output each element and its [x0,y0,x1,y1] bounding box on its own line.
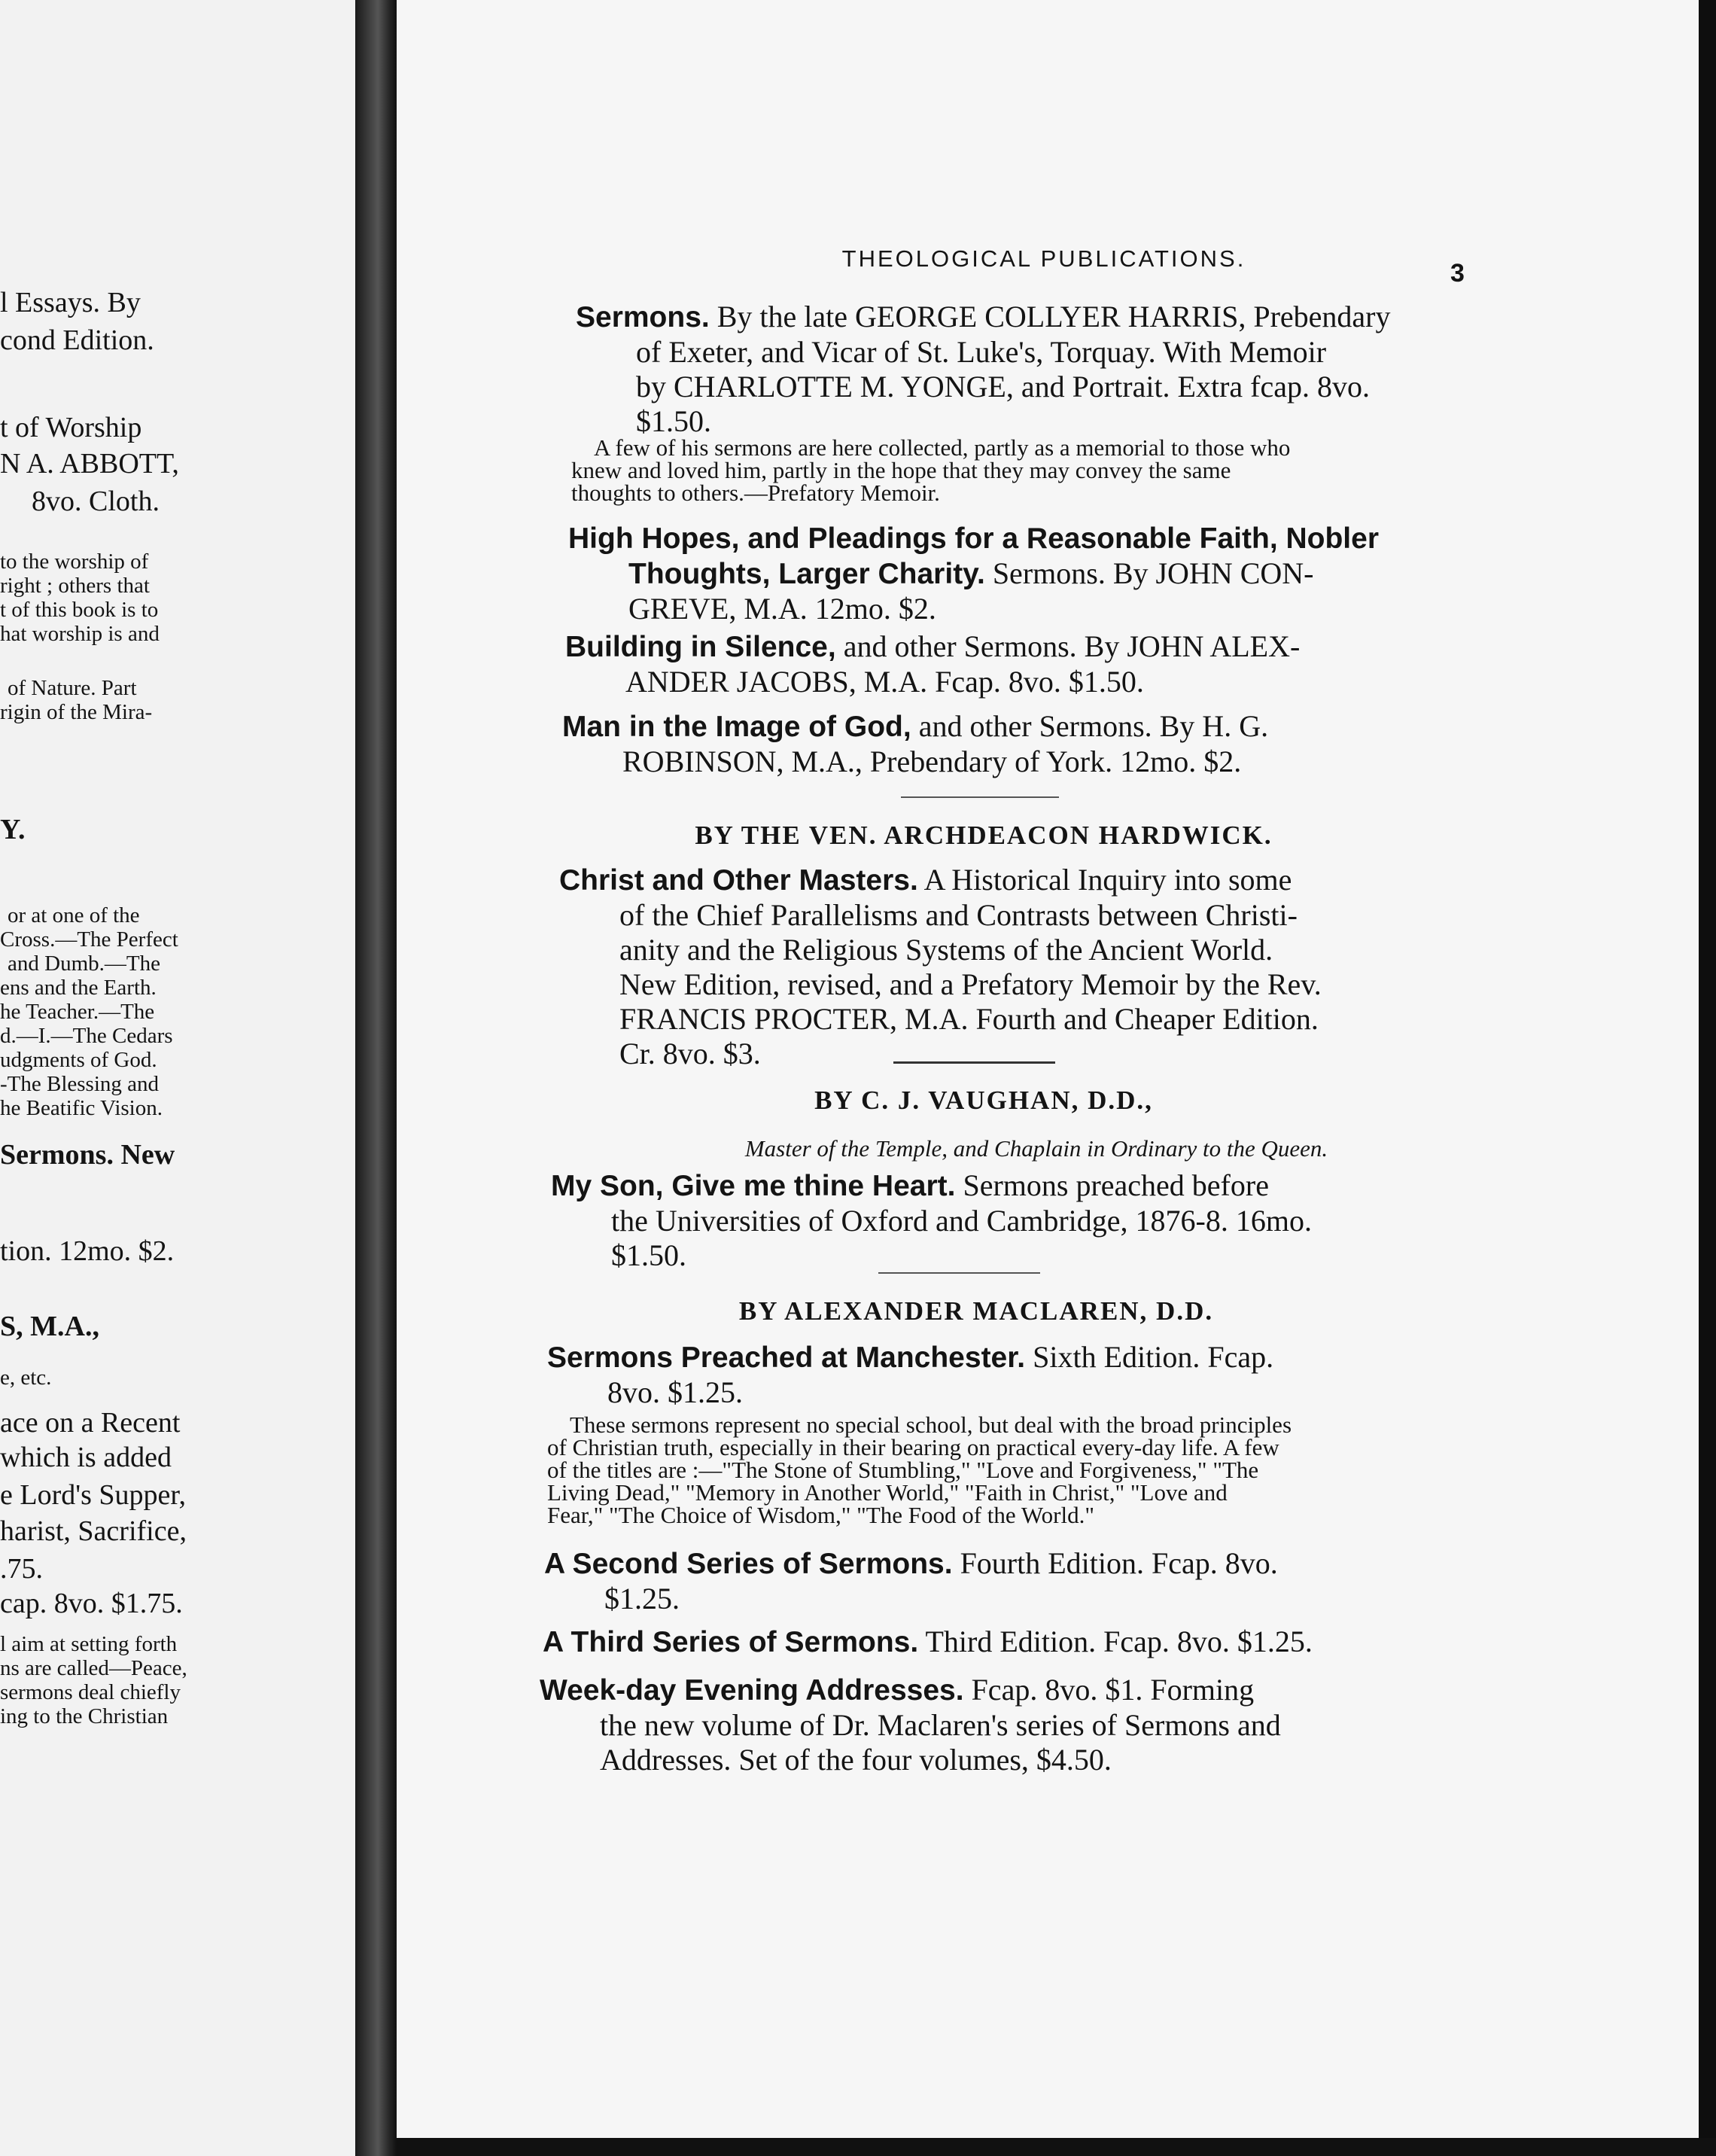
left-page-text-fragment: d.—I.—The Cedars [0,1024,173,1048]
entry-text: ANDER JACOBS, M.A. Fcap. 8vo. $1.50. [625,665,1144,699]
entry-second-series [544,1546,1492,1616]
page-bottom-edge [397,2138,1716,2156]
left-page-text-fragment: of Nature. Part [8,676,137,700]
entry-sermons-at-manchester [547,1340,1488,1410]
left-page-text-fragment: sermons deal chiefly [0,1680,181,1704]
left-page-text-fragment: -The Blessing and [0,1072,160,1096]
left-page-text-fragment: rigin of the Mira- [0,700,153,724]
entry-text: the Universities of Oxford and Cambridge, 1876-8. 16mo. [611,1204,1312,1238]
entry-price: 8vo. $1.25. [607,1375,743,1409]
entry-text: FRANCIS PROCTER, M.A. Fourth and Cheaper Edition. [619,1002,1319,1036]
left-page-text-fragment: and Dumb.—The [8,952,160,976]
entry-price: Cr. 8vo. $3. [619,1037,761,1070]
left-page-text-fragment: 8vo. Cloth. [32,486,160,517]
left-page-text-fragment: t of Worship [0,412,142,443]
note-line: of the titles are :—"The Stone of Stumbling," "Love and Forgiveness," "The [547,1457,1259,1483]
entry-text: Sermons preached before [963,1168,1269,1202]
entry-text: ROBINSON, M.A., Prebendary of York. 12mo. $2. [622,745,1242,778]
entry-text: the new volume of Dr. Maclaren's series of Sermons and [600,1708,1281,1742]
left-page-text-fragment: S, M.A., [0,1311,99,1342]
running-header: THEOLOGICAL PUBLICATIONS. [841,245,1246,272]
entry-christ-and-other-masters [559,863,1492,1071]
left-page-text-fragment: N A. ABBOTT, [0,448,179,480]
entry-text: anity and the Religious Systems of the Ancient World. [619,933,1273,967]
left-page-text-fragment: udgments of God. [0,1048,157,1072]
note-line: thoughts to others.—Prefatory Memoir. [571,480,940,506]
entry-text: Fcap. 8vo. $1. Forming [971,1673,1255,1707]
entry-third-series [543,1625,1491,1660]
entry-title: Man in the Image of God, [562,711,911,743]
entry-text: GREVE, M.A. 12mo. $2. [628,592,936,626]
left-page-text-fragment: he Teacher.—The [0,1000,155,1024]
left-page [0,0,355,2156]
left-page-text-fragment: Sermons. New [0,1139,175,1171]
entry-my-son [551,1168,1492,1273]
left-page-text-fragment: Y. [0,814,26,845]
entry-text: Sermons. By JOHN CON- [992,556,1314,590]
section-heading-vaughan: BY C. J. VAUGHAN, D.D., [814,1086,1153,1115]
entry-title: A Third Series of Sermons. [543,1626,919,1658]
entry-building-in-silence [565,629,1491,699]
entry-harris-sermons [576,300,1494,439]
right-page [397,0,1699,2138]
left-page-text-fragment: t of this book is to [0,598,159,622]
entry-title: Sermons. [576,301,710,333]
page-edge [1699,0,1716,2156]
left-page-text-fragment: ens and the Earth. [0,976,157,1000]
section-subheading-vaughan: Master of the Temple, and Chaplain in Ordinary to the Queen. [744,1135,1328,1162]
note-line: knew and loved him, partly in the hope that they may convey the same [571,457,1231,483]
note-line: Living Dead," "Memory in Another World," "Faith in Christ," "Love and [547,1479,1228,1506]
note-line: These sermons represent no special school, but deal with the broad principles [570,1411,1292,1438]
left-page-text-fragment: l Essays. By [0,287,141,318]
entry-title: High Hopes, and Pleadings for a Reasonable Faith, Nobler [568,522,1380,555]
entry-high-hopes [568,521,1494,626]
left-page-text-fragment: .75. [0,1553,43,1585]
entry-title: A Second Series of Sermons. [544,1548,953,1580]
left-page-text-fragment: ing to the Christian [0,1704,169,1728]
left-page-text-fragment: hat worship is and [0,622,160,646]
entry-text: Addresses. Set of the four volumes, $4.50. [600,1743,1112,1777]
entry-text: of Exeter, and Vicar of St. Luke's, Torquay. With Memoir [636,335,1327,369]
left-page-text-fragment: or at one of the [8,903,140,927]
left-page-text-fragment: cap. 8vo. $1.75. [0,1588,183,1619]
entry-title: Sermons Preached at Manchester. [547,1341,1026,1374]
entry-title: Christ and Other Masters. [559,864,918,897]
left-page-text-fragment: which is added [0,1442,172,1473]
left-page-text-fragment: e Lord's Supper, [0,1479,186,1511]
page-number: 3 [1450,259,1465,288]
entry-title: My Son, Give me thine Heart. [551,1170,956,1202]
left-page-text-fragment: l aim at setting forth [0,1632,178,1656]
left-page-text-fragment: Cross.—The Perfect [0,927,178,952]
entry-price: $1.50. [611,1238,686,1272]
divider-rule [893,1061,1055,1064]
left-page-text-fragment: ns are called—Peace, [0,1656,187,1680]
entry-text: A Historical Inquiry into some [923,863,1292,897]
divider-rule [878,1272,1040,1274]
entry-price: $1.50. [636,404,711,438]
entry-title: Week-day Evening Addresses. [540,1674,964,1707]
left-page-text-fragment: e, etc. [0,1366,52,1390]
section-heading-hardwick: BY THE VEN. ARCHDEACON HARDWICK. [695,821,1273,850]
entry-text: Third Edition. Fcap. 8vo. $1.25. [925,1625,1313,1658]
book-gutter [355,0,397,2156]
entry-text: and other Sermons. By JOHN ALEX- [843,629,1301,663]
entry-text: New Edition, revised, and a Prefatory Memoir by the Rev. [619,967,1322,1001]
note-line: A few of his sermons are here collected, partly as a memorial to those who [594,434,1291,461]
left-page-text-fragment: to the worship of [0,550,149,574]
left-page-text-fragment: tion. 12mo. $2. [0,1235,175,1267]
entry-man-in-image-of-god [562,709,1488,779]
divider-rule [901,796,1059,798]
entry-text: of the Chief Parallelisms and Contrasts between Christi- [619,898,1298,932]
entry-text: by CHARLOTTE M. YONGE, and Portrait. Extra fcap. 8vo. [636,370,1370,403]
left-page-text-fragment: harist, Sacrifice, [0,1515,187,1547]
entry-text: Fourth Edition. Fcap. 8vo. [960,1546,1278,1580]
left-page-text-fragment: ace on a Recent [0,1407,181,1439]
entry-text: Sixth Edition. Fcap. [1033,1340,1274,1374]
entry-title-cont: Thoughts, Larger Charity. [628,558,985,590]
entry-title: Building in Silence, [565,631,836,663]
entry-price: $1.25. [604,1582,680,1615]
section-heading-maclaren: BY ALEXANDER MACLAREN, D.D. [738,1296,1214,1326]
left-page-text-fragment: cond Edition. [0,324,154,356]
note-line: Fear," "The Choice of Wisdom," "The Food of the World." [547,1502,1094,1528]
entry-week-day-addresses [540,1673,1492,1777]
left-page-text-fragment: right ; others that [0,574,150,598]
entry-text: and other Sermons. By H. G. [918,709,1269,743]
left-page-text-fragment: he Beatific Vision. [0,1096,163,1120]
maclaren-description [547,1411,1492,1528]
harris-description [571,434,1493,506]
entry-text: By the late GEORGE COLLYER HARRIS, Prebendary [717,300,1391,333]
note-line: of Christian truth, especially in their bearing on practical every-day life. A few [547,1434,1279,1460]
